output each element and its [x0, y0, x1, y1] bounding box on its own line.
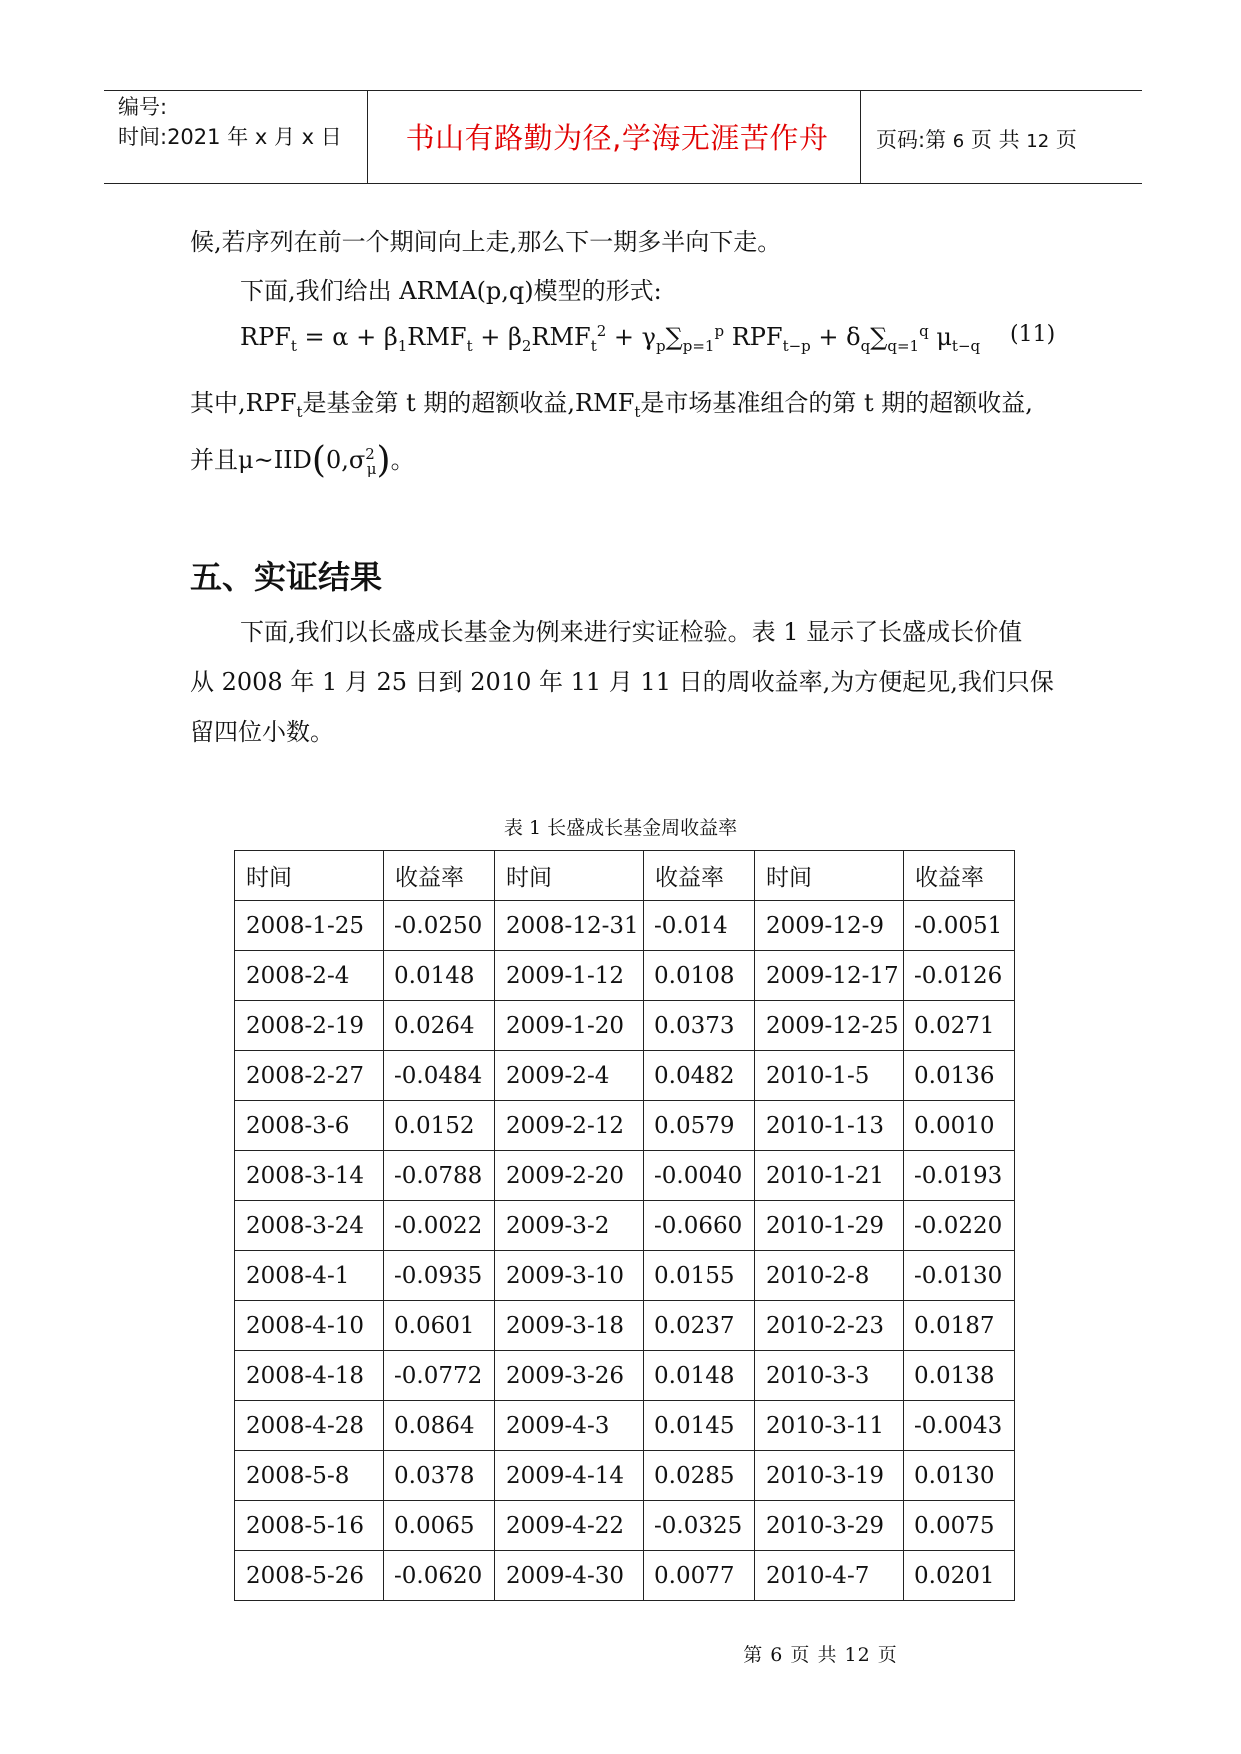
- return-cell: -0.0484: [384, 1051, 495, 1101]
- table-row: [235, 901, 1015, 951]
- date-cell: 2010-3-19: [755, 1451, 904, 1501]
- date-cell: 2009-12-25: [755, 1001, 904, 1051]
- return-cell: -0.0772: [384, 1351, 495, 1401]
- table-header-cell: 收益率: [644, 851, 755, 901]
- date-cell: 2009-3-26: [495, 1351, 644, 1401]
- return-cell: 0.0373: [644, 1001, 755, 1051]
- page-end: 页: [1055, 128, 1077, 152]
- date-cell: 2009-12-9: [755, 901, 904, 951]
- date-cell: 2008-3-6: [235, 1101, 384, 1151]
- date-cell: 2008-5-16: [235, 1501, 384, 1551]
- table-row: [235, 1401, 1015, 1451]
- return-cell: -0.0788: [384, 1151, 495, 1201]
- return-cell: 0.0075: [904, 1501, 1015, 1551]
- return-cell: 0.0152: [384, 1101, 495, 1151]
- return-cell: 0.0579: [644, 1101, 755, 1151]
- date-cell: 2010-1-21: [755, 1151, 904, 1201]
- time-label: 时间:2021 年 x 月 x 日: [118, 125, 342, 149]
- section-title: 五、实证结果: [190, 558, 383, 596]
- date-cell: 2009-2-20: [495, 1151, 644, 1201]
- return-cell: 0.0601: [384, 1301, 495, 1351]
- page-current: 6: [952, 131, 965, 152]
- return-cell: -0.0220: [904, 1201, 1015, 1251]
- date-cell: 2009-3-18: [495, 1301, 644, 1351]
- equation-number: (11): [1010, 322, 1056, 347]
- return-cell: 0.0138: [904, 1351, 1015, 1401]
- table-row: [235, 1501, 1015, 1551]
- return-cell: -0.0660: [644, 1201, 755, 1251]
- para3-sub-2: t: [634, 402, 641, 421]
- para3-part-a: 其中,RPF: [190, 389, 297, 417]
- table-header-cell: 收益率: [384, 851, 495, 901]
- return-cell: 0.0065: [384, 1501, 495, 1551]
- date-cell: 2008-3-14: [235, 1151, 384, 1201]
- date-cell: 2008-3-24: [235, 1201, 384, 1251]
- date-cell: 2009-4-22: [495, 1501, 644, 1551]
- return-cell: 0.0187: [904, 1301, 1015, 1351]
- return-cell: 0.0010: [904, 1101, 1015, 1151]
- body-paragraph-2: 下面,我们给出 ARMA(p,q)模型的形式:: [240, 277, 662, 305]
- return-cell: 0.0077: [644, 1551, 755, 1601]
- return-cell: -0.0040: [644, 1151, 755, 1201]
- return-cell: 0.0145: [644, 1401, 755, 1451]
- return-cell: 0.0136: [904, 1051, 1015, 1101]
- return-cell: -0.0051: [904, 901, 1015, 951]
- number-label: 编号:: [118, 95, 168, 119]
- table-row: [235, 1001, 1015, 1051]
- date-cell: 2009-4-3: [495, 1401, 644, 1451]
- return-cell: 0.0130: [904, 1451, 1015, 1501]
- table-row: [235, 1101, 1015, 1151]
- returns-table: [234, 850, 1015, 1601]
- date-cell: 2008-4-10: [235, 1301, 384, 1351]
- return-cell: 0.0264: [384, 1001, 495, 1051]
- table-row: [235, 1451, 1015, 1501]
- para4-part-a: 并且μ~IID: [190, 446, 312, 474]
- section-paragraph-3: 留四位小数。: [190, 718, 334, 746]
- date-cell: 2008-5-26: [235, 1551, 384, 1601]
- page-label: 页码:第: [876, 128, 947, 152]
- date-cell: 2008-2-27: [235, 1051, 384, 1101]
- date-cell: 2008-12-31: [495, 901, 644, 951]
- date-cell: 2009-3-2: [495, 1201, 644, 1251]
- date-cell: 2009-2-4: [495, 1051, 644, 1101]
- header-page-info: [876, 124, 1077, 154]
- para3-part-c: 是市场基准组合的第 t 期的超额收益,: [640, 389, 1033, 417]
- header-motto: 书山有路勤为径,学海无涯苦作舟: [405, 121, 829, 155]
- page-mid: 页 共: [970, 128, 1020, 152]
- return-cell: -0.0250: [384, 901, 495, 951]
- table-row: [235, 1301, 1015, 1351]
- return-cell: -0.0130: [904, 1251, 1015, 1301]
- body-paragraph-1: 候,若序列在前一个期间向上走,那么下一期多半向下走。: [190, 228, 782, 256]
- para4-end: 。: [390, 446, 415, 474]
- header-top-rule: [104, 90, 1142, 91]
- body-paragraph-4: 并且$\mu\sim IID(0,\sigma^2_\mu)$。: [190, 440, 415, 481]
- table-header-cell: 时间: [235, 851, 384, 901]
- date-cell: 2008-5-8: [235, 1451, 384, 1501]
- table-header-cell: 时间: [495, 851, 644, 901]
- return-cell: -0.0325: [644, 1501, 755, 1551]
- body-paragraph-3: [190, 383, 1070, 421]
- return-cell: 0.0285: [644, 1451, 755, 1501]
- date-cell: 2010-1-5: [755, 1051, 904, 1101]
- return-cell: 0.0201: [904, 1551, 1015, 1601]
- para3-part-b: 是基金第 t 期的超额收益,RMF: [302, 389, 635, 417]
- return-cell: 0.0864: [384, 1401, 495, 1451]
- para4-part-b: 0,σ: [325, 446, 366, 474]
- section-paragraph-1: 下面,我们以长盛成长基金为例来进行实证检验。表 1 显示了长盛成长价值: [240, 618, 1023, 646]
- header-divider-left: [367, 90, 368, 184]
- return-cell: 0.0148: [384, 951, 495, 1001]
- date-cell: 2010-4-7: [755, 1551, 904, 1601]
- return-cell: -0.0043: [904, 1401, 1015, 1451]
- table-row: [235, 1051, 1015, 1101]
- table-row: [235, 1251, 1015, 1301]
- date-cell: 2010-1-13: [755, 1101, 904, 1151]
- date-cell: 2008-4-28: [235, 1401, 384, 1451]
- table-header-cell: 收益率: [904, 851, 1015, 901]
- date-cell: 2010-3-11: [755, 1401, 904, 1451]
- return-cell: 0.0108: [644, 951, 755, 1001]
- table-header-cell: 时间: [755, 851, 904, 901]
- return-cell: 0.0148: [644, 1351, 755, 1401]
- return-cell: -0.0022: [384, 1201, 495, 1251]
- date-cell: 2008-4-18: [235, 1351, 384, 1401]
- date-cell: 2008-2-4: [235, 951, 384, 1001]
- return-cell: -0.014: [644, 901, 755, 951]
- date-cell: 2009-4-30: [495, 1551, 644, 1601]
- return-cell: 0.0378: [384, 1451, 495, 1501]
- table-row: [235, 1151, 1015, 1201]
- date-cell: 2010-1-29: [755, 1201, 904, 1251]
- date-cell: 2009-4-14: [495, 1451, 644, 1501]
- date-cell: 2009-1-12: [495, 951, 644, 1001]
- table-row: [235, 1201, 1015, 1251]
- para4-sup: 2: [365, 445, 375, 463]
- para4-sub: μ: [366, 459, 377, 478]
- return-cell: 0.0482: [644, 1051, 755, 1101]
- date-cell: 2009-12-17: [755, 951, 904, 1001]
- date-cell: 2010-2-23: [755, 1301, 904, 1351]
- section-paragraph-2: 从 2008 年 1 月 25 日到 2010 年 11 月 11 日的周收益率,为方便起见,我们只保: [190, 668, 1054, 696]
- return-cell: -0.0935: [384, 1251, 495, 1301]
- arma-equation: $RPF_t = \alpha + \beta_1RMF_t + \beta_2RMF_t^2 + \gamma_p\sum_{p=1}^p$ $RPF_{t-p} + \delta_q\sum_{q=1}^q$ $\mu_{t-q}$: [240, 322, 981, 355]
- table-header-row: [235, 851, 1015, 901]
- return-cell: -0.0193: [904, 1151, 1015, 1201]
- date-cell: 2010-3-29: [755, 1501, 904, 1551]
- table-caption: 表 1 长盛成长基金周收益率: [503, 817, 738, 839]
- return-cell: 0.0155: [644, 1251, 755, 1301]
- date-cell: 2008-2-19: [235, 1001, 384, 1051]
- header-bottom-rule: [104, 183, 1142, 184]
- date-cell: 2008-1-25: [235, 901, 384, 951]
- return-cell: -0.0620: [384, 1551, 495, 1601]
- date-cell: 2008-4-1: [235, 1251, 384, 1301]
- table-row: [235, 1551, 1015, 1601]
- return-cell: -0.0126: [904, 951, 1015, 1001]
- return-cell: 0.0237: [644, 1301, 755, 1351]
- page-total: 12: [1026, 131, 1050, 152]
- return-cell: 0.0271: [904, 1001, 1015, 1051]
- footer-page-number: 第 6 页 共 12 页: [743, 1644, 898, 1666]
- date-cell: 2010-2-8: [755, 1251, 904, 1301]
- date-cell: 2010-3-3: [755, 1351, 904, 1401]
- date-cell: 2009-1-20: [495, 1001, 644, 1051]
- date-cell: 2009-2-12: [495, 1101, 644, 1151]
- date-cell: 2009-3-10: [495, 1251, 644, 1301]
- table-row: [235, 1351, 1015, 1401]
- table-row: [235, 951, 1015, 1001]
- para3-sub-1: t: [296, 402, 303, 421]
- header-left-block: [118, 92, 342, 152]
